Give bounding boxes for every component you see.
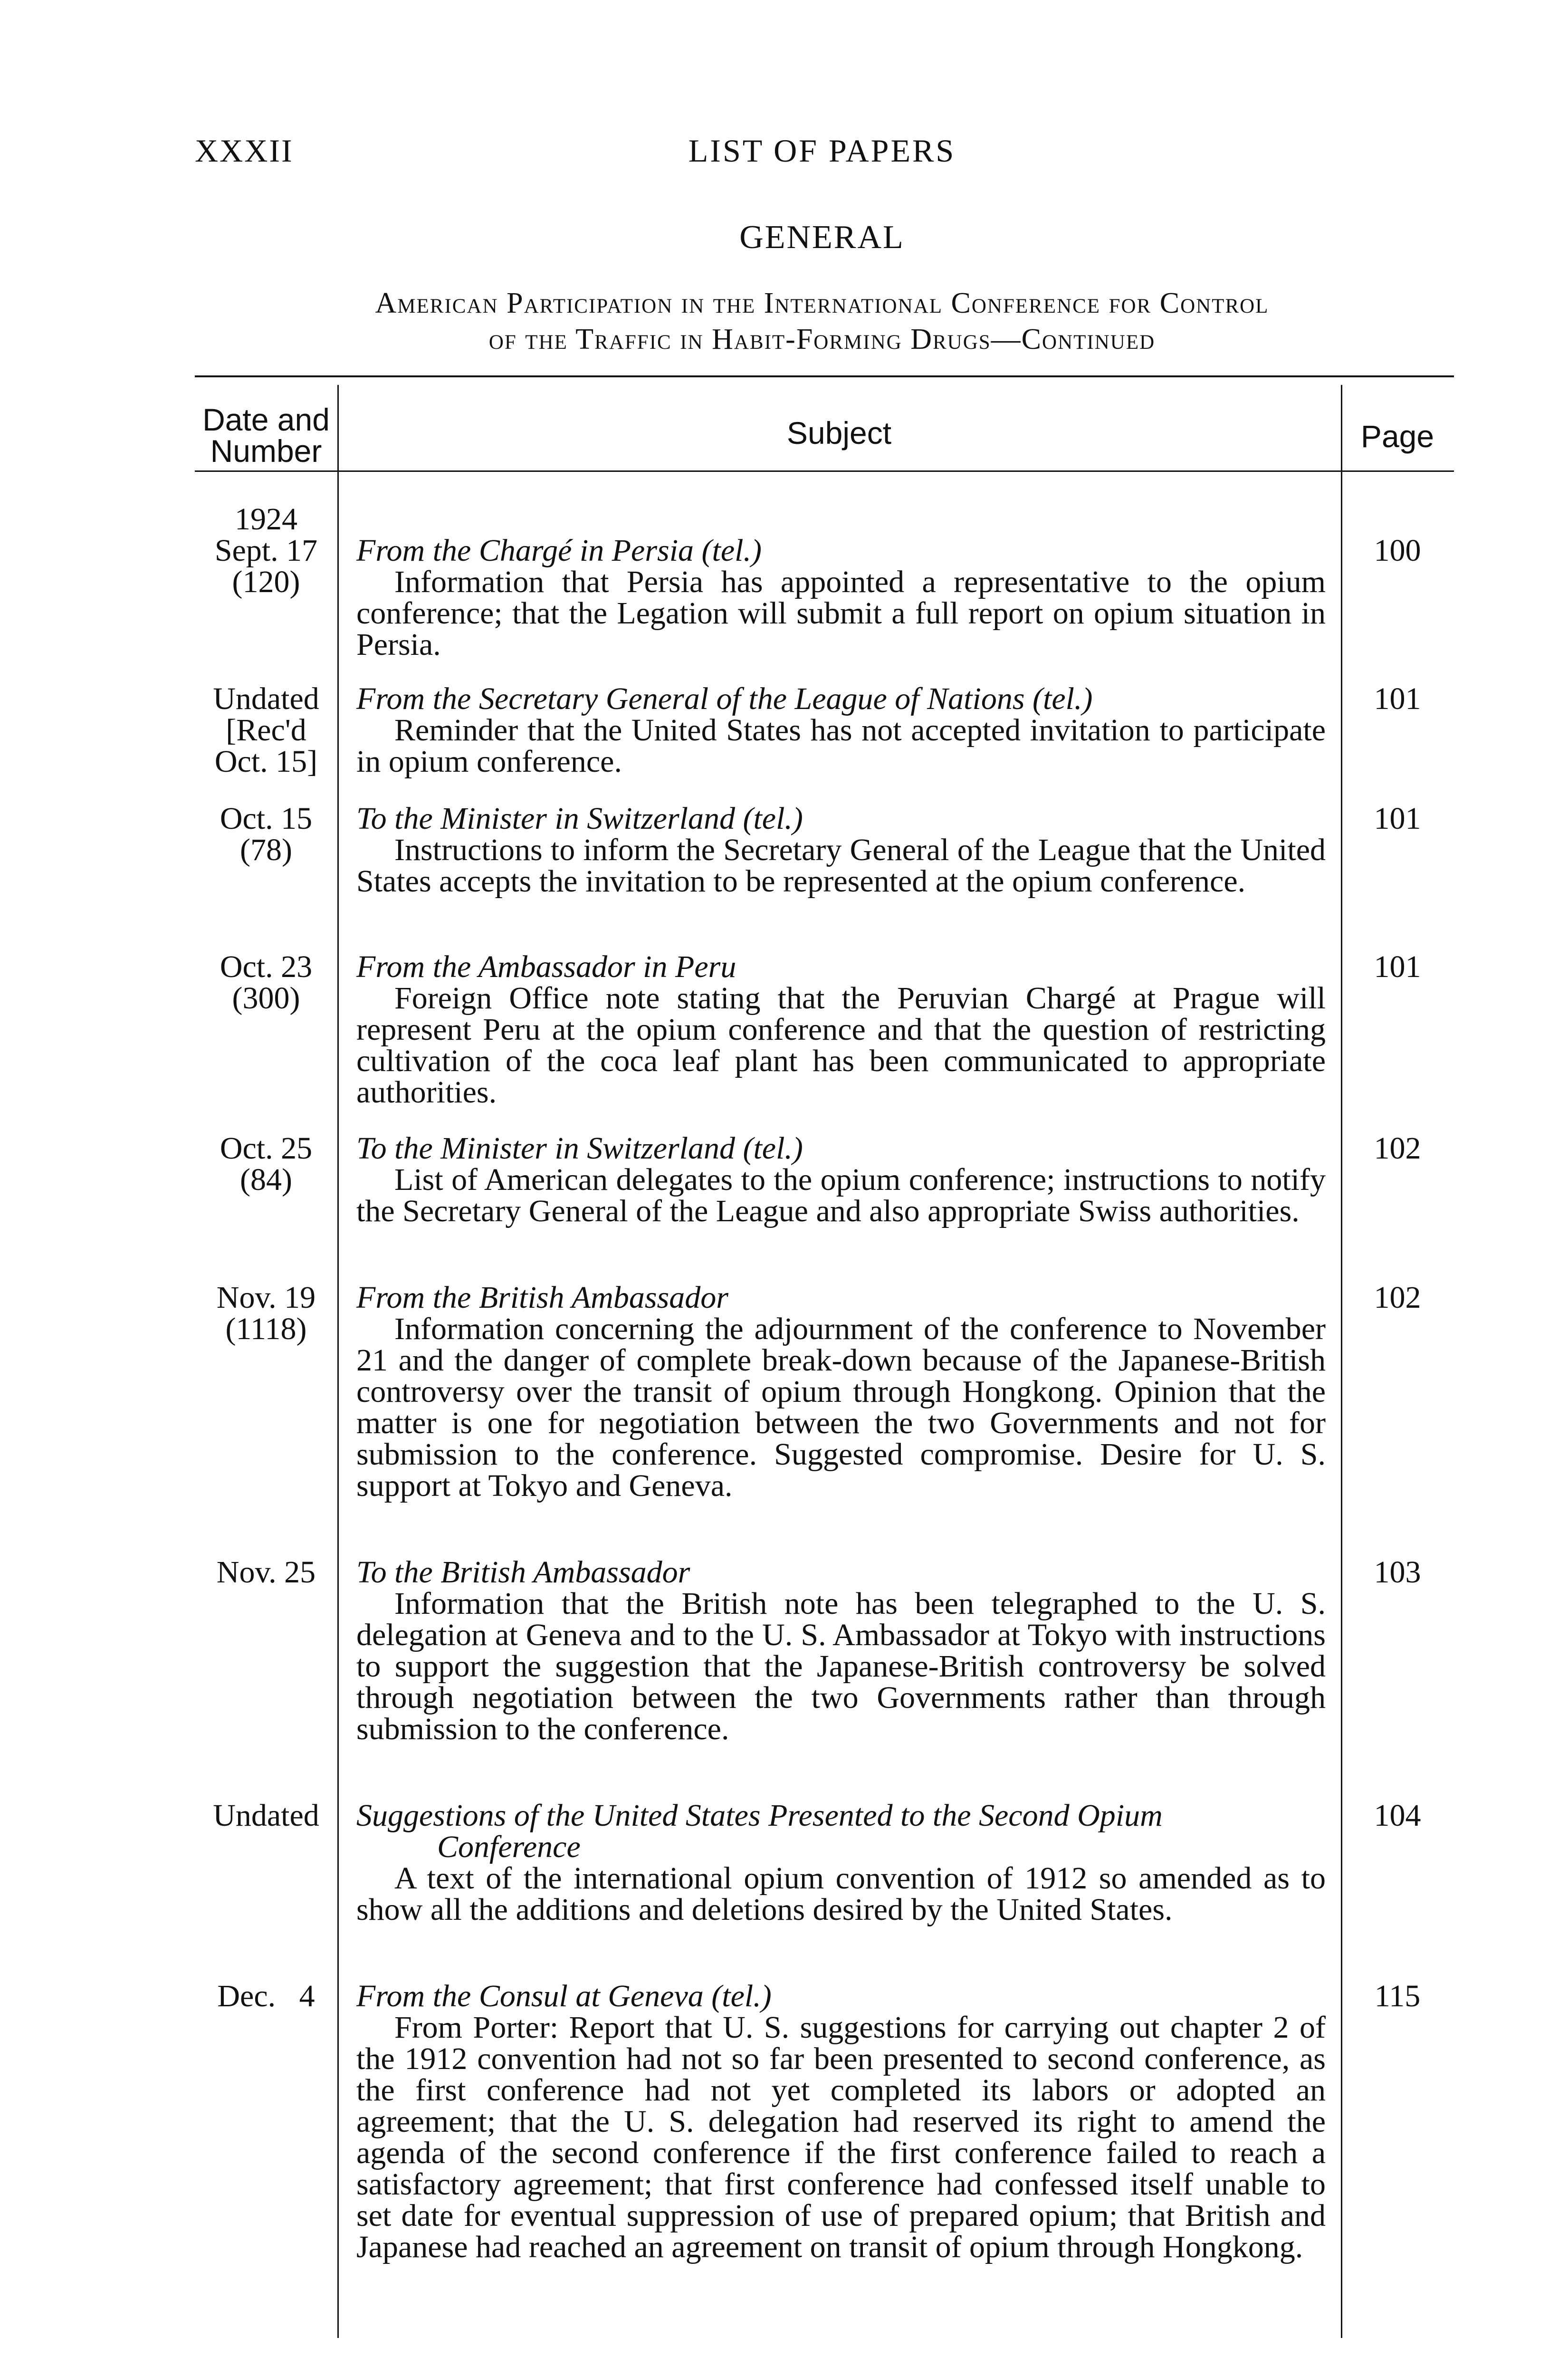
running-title: LIST OF PAPERS	[688, 133, 956, 169]
row-subject	[356, 1557, 1326, 1745]
row-date-line: Undated	[213, 1798, 319, 1833]
row-title: From the Ambassador in Peru	[356, 949, 736, 984]
row-date	[195, 1282, 337, 1345]
row-title: From the Consul at Geneva (tel.)	[356, 1979, 772, 2013]
row-number: (78)	[240, 833, 292, 867]
row-number: (300)	[232, 981, 300, 1016]
row-page: 115	[1374, 1979, 1421, 2013]
row-date-line: Oct. 15]	[214, 744, 318, 779]
row-page: 101	[1374, 681, 1421, 716]
running-head	[195, 132, 1449, 175]
row-title: Suggestions of the United States Presented to the Second Opium	[356, 1798, 1163, 1833]
column-header-subject: Subject	[786, 415, 892, 450]
row-description: Foreign Office note stating that the Peruvian Chargé at Prague will represent Peru at the opium conference and that the question of restricting cultivation of the coca leaf plant has been communicated to appropriate authorities.	[356, 981, 1326, 1110]
row-page: 101	[1374, 801, 1421, 836]
row-date-line: Undated	[213, 681, 319, 716]
row-description: Information that the British note has been telegraphed to the U. S. delegation at Geneva and to the U. S. Ambassador at Tokyo with instructions to support the suggestion that the Japanese-British controversy be solved through negotiation between the two Governments rather than through submission to the conference.	[356, 1586, 1326, 1746]
heading-line-1: American Participation in the International Conference for Control	[375, 287, 1269, 319]
row-title: To the British Ambassador	[356, 1555, 690, 1590]
row-description: A text of the international opium convention of 1912 so amended as to show all the additions and deletions desired by the United States.	[356, 1861, 1326, 1927]
row-page: 100	[1374, 533, 1421, 568]
row-date	[195, 951, 337, 1014]
row-subject	[356, 951, 1326, 1108]
row-date	[195, 1800, 337, 1831]
row-title-continued: Conference	[437, 1830, 581, 1864]
page-number: XXXII	[195, 133, 294, 169]
row-page: 102	[1374, 1131, 1421, 1166]
column-divider-date	[337, 385, 339, 2338]
table-header-rule	[195, 470, 1454, 472]
row-date-line: Dec. 4	[217, 1979, 315, 2013]
papers-table	[195, 375, 1454, 2333]
row-number: (1118)	[225, 1312, 307, 1346]
section-title: GENERAL	[739, 219, 905, 256]
column-header-date	[195, 404, 337, 467]
row-title: From the Chargé in Persia (tel.)	[356, 533, 762, 568]
row-description: Instructions to inform the Secretary General of the League that the United States accepts the invitation to be represented at the opium conference.	[356, 833, 1326, 899]
row-date-line: Nov. 25	[216, 1555, 316, 1590]
row-number: (84)	[240, 1162, 292, 1197]
row-title: From the British Ambassador	[356, 1280, 728, 1315]
table-top-rule	[195, 375, 1454, 377]
year-label: 1924	[235, 502, 297, 537]
row-page: 102	[1374, 1280, 1421, 1315]
row-page: 101	[1374, 949, 1421, 984]
row-date-line: Nov. 19	[216, 1280, 316, 1315]
row-subject	[356, 535, 1326, 661]
row-date-line: Oct. 15	[220, 801, 313, 836]
document-heading	[195, 285, 1449, 357]
row-date	[195, 535, 337, 598]
row-description: Reminder that the United States has not accepted invitation to participate in opium conference.	[356, 713, 1326, 779]
row-title: To the Minister in Switzerland (tel.)	[356, 801, 803, 836]
row-date	[195, 1133, 337, 1196]
row-subject	[356, 1133, 1326, 1227]
row-date	[195, 683, 337, 777]
column-divider-page	[1341, 385, 1342, 2338]
row-date-line: Oct. 23	[220, 949, 313, 984]
row-description: Information concerning the adjournment of the conference to November 21 and the danger of complete break-down because of the Japanese-British controversy over the transit of opium through Hongkong. Opinion that the matter is one for negotiation between the two Governments and not for submission to the conference. Suggested compromise. Desire for U. S. support at Tokyo and Geneva.	[356, 1312, 1326, 1503]
row-number: (120)	[232, 565, 300, 599]
row-date-line: [Rec'd	[226, 713, 306, 747]
row-description: Information that Persia has appointed a representative to the opium conference; that the Legation will submit a full report on opium situation in Persia.	[356, 565, 1326, 662]
row-subject	[356, 1800, 1326, 1926]
row-title: From the Secretary General of the League of Nations (tel.)	[356, 681, 1093, 716]
column-header-date-line-2: Number	[210, 433, 322, 469]
row-date-line: Oct. 25	[220, 1131, 313, 1166]
row-subject	[356, 1282, 1326, 1502]
heading-line-2: of the Traffic in Habit-Forming Drugs—Continued	[488, 323, 1156, 355]
row-description: From Porter: Report that U. S. suggestions for carrying out chapter 2 of the 1912 convention had not so far been presented to second conference, as the first conference had not yet completed its labors or adopted an agreement; that the U. S. delegation had reserved its right to amend the agenda of the second conference if the first conference failed to reach a satisfactory agreement; that first conference had confessed itself unable to set date for eventual suppression of use of prepared opium; that British and Japanese had reached an agreement on transit of opium through Hongkong.	[356, 2010, 1326, 2264]
row-title: To the Minister in Switzerland (tel.)	[356, 1131, 803, 1166]
row-date	[195, 1557, 337, 1588]
column-header-date-line-1: Date and	[202, 402, 330, 437]
row-subject	[356, 803, 1326, 897]
row-subject	[356, 683, 1326, 777]
row-page: 103	[1374, 1555, 1421, 1590]
row-date	[195, 803, 337, 866]
row-date-line: Sept. 17	[214, 533, 318, 568]
row-date	[195, 1981, 337, 2012]
row-description: List of American delegates to the opium conference; instructions to notify the Secretary General of the League and also appropriate Swiss authorities.	[356, 1162, 1326, 1228]
row-subject	[356, 1981, 1326, 2263]
row-page: 104	[1374, 1798, 1421, 1833]
column-header-page: Page	[1360, 419, 1434, 454]
